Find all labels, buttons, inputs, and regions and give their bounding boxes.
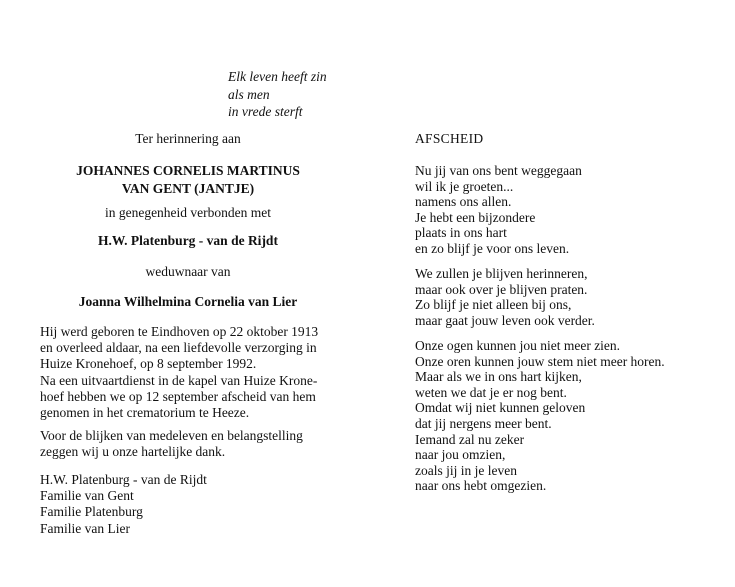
poem-line: Onze oren kunnen jouw stem niet meer horen. [415,353,665,369]
biography [40,324,340,421]
poem-line: naar ons hebt omgezien. [415,478,547,494]
poem-line: Je hebt een bijzondere [415,209,536,225]
biography-line: Huize Kronehoef, op 8 september 1992. [40,356,257,372]
deceased-name-line: VAN GENT (JANTJE) [121,180,255,196]
biography-line: Na een uitvaartdienst in de kapel van Huize Krone- [40,372,318,388]
poem-line: Nu jij van ons bent weggegaan [415,163,582,178]
thanks-line: Voor de blijken van medeleven en belangstelling [40,428,303,443]
poem-line: dat jij nergens meer bent. [415,415,552,431]
biography-line: hoef hebben we op 12 september afscheid van hem [40,388,316,404]
signatories [40,472,340,537]
biography-line: genomen in het crematorium te Heeze. [40,405,250,421]
poem-line: Zo blijf je niet alleen bij ons, [415,297,572,313]
poem-line: zoals jij in je leven [415,462,517,478]
thanks-text [40,428,340,460]
poem-line: en zo blijf je voor ons leven. [415,240,570,256]
poem-title: AFSCHEID [415,131,484,146]
union-text: in genegenheid verbonden met [104,205,272,220]
spouse-name: H.W. Platenburg - van de Rijdt [98,233,278,248]
motto [228,68,327,121]
motto-line: in vrede sterft [228,104,303,119]
deceased-name-line: JOHANNES CORNELIS MARTINUS [76,163,300,178]
biography-line: en overleed aldaar, na een liefdevolle verzorging in [40,340,317,356]
motto-line: als men [228,86,270,102]
poem-line: maar gaat jouw leven ook verder. [415,312,595,328]
poem-line: weten we dat je er nog bent. [415,384,567,400]
poem-line: We zullen je blijven herinneren, [415,266,588,281]
signatory: Familie Platenburg [40,504,143,520]
poem-line: wil ik je groeten... [415,178,514,194]
biography-line: Hij werd geboren te Eindhoven op 22 oktober 1913 [40,324,319,339]
poem-line: Onze ogen kunnen jou niet meer zien. [415,338,621,353]
poem-line: plaats in ons hart [415,225,507,241]
poem-line: naar jou omzien, [415,447,506,463]
poem-line: Omdat wij niet kunnen geloven [415,400,586,416]
poem-line: Maar als we in ons hart kijken, [415,369,582,385]
motto-line: Elk leven heeft zin [228,69,327,84]
thanks-line: zeggen wij u onze hartelijke dank. [40,444,226,460]
poem-line: namens ons allen. [415,194,512,210]
deceased-name [40,162,336,197]
poem-line: maar ook over je blijven praten. [415,281,588,297]
signatory: Familie van Lier [40,520,130,536]
late-wife-name: Joanna Wilhelmina Cornelia van Lier [78,294,298,309]
poem-stanza [415,163,582,257]
signatory: Familie van Gent [40,488,134,504]
signatory: H.W. Platenburg - van de Rijdt [40,472,207,487]
poem-stanza [415,338,665,494]
widower-text: weduwnaar van [145,264,231,279]
intro-text: Ter herinnering aan [135,131,241,146]
poem-stanza [415,266,595,328]
poem-line: Iemand zal nu zeker [415,431,525,447]
